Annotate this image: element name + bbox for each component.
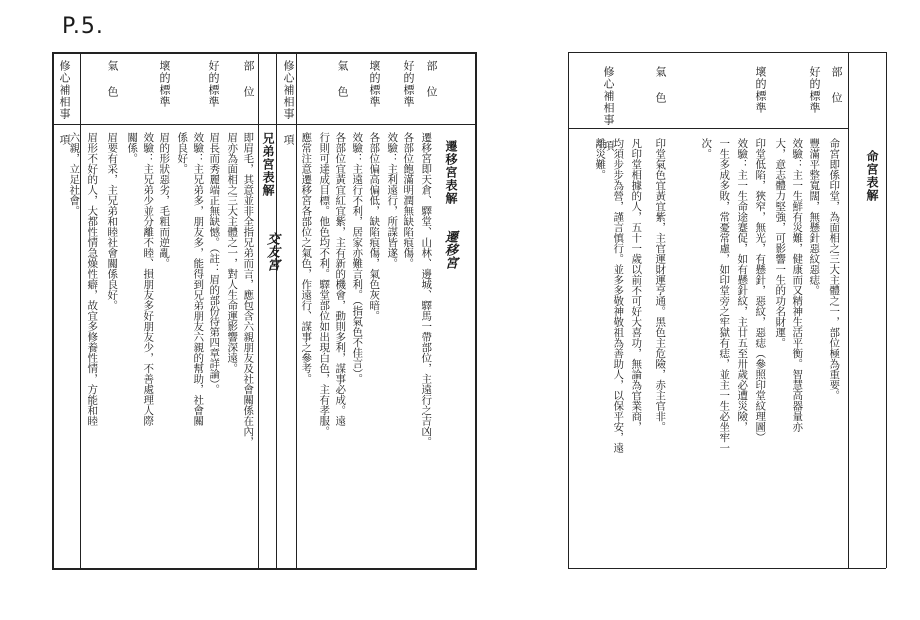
travel-part-text <box>418 132 434 447</box>
siblings-items-2: 六親，立足社會。 <box>68 132 81 216</box>
travel-color-2: 行則可達成目標。他色均不利。驛堂部位如出現白色，主有孝服。 <box>318 132 331 437</box>
career-color-1: 印堂氣色宜黃宜紫，主官運財運亨通。黑色主危險，赤主官非。 <box>654 138 667 432</box>
career-good-3: 大，意志體力堅強，可影響一生的功名財運。 <box>774 138 787 348</box>
siblings-bad-2: 效驗：主兄弟少並分離不睦、損朋友多好朋友少，不善處理人際 <box>142 132 155 426</box>
career-header-good: 好的標準 <box>808 66 821 114</box>
siblings-part-2: 眉亦為面相之三大主體之一，對人生命運影響深遠。 <box>226 132 239 374</box>
siblings-color-1: 眉要有采，主兄弟和睦社會關係良好。 <box>106 132 119 311</box>
siblings-header-items: 修心補相事 項 <box>58 60 71 146</box>
travel-header-color: 氣 色 <box>336 60 349 98</box>
career-items-2: 均須步步為營，謹言慎行。並多多敬神敬祖為善助人，以保平安，遠 <box>612 138 625 453</box>
travel-items-1: 應常注意遷移宮各部位之氣色，作遠行、謀事之參考。 <box>300 132 313 384</box>
career-title: 命宮表解 <box>865 150 879 202</box>
travel-title: 遷移宮表解 <box>444 140 458 205</box>
career-items-3: 離災難。 <box>594 138 607 180</box>
siblings-items-1: 眉形不好的人，大都性情急燥性癖，故宜多修養性情，方能和睦 <box>86 132 99 426</box>
travel-header-bad: 壞的標準 <box>368 60 381 108</box>
siblings-handwritten-note: 交友宮 <box>264 232 279 271</box>
career-good-1: 豐滿平整寬闊，無懸針惡紋惡痣。 <box>808 138 821 296</box>
travel-handwritten-note: 遷移宮 <box>442 230 457 269</box>
career-good-2: 效驗：主一生鮮有災難，健康而又精神生活平衡。智慧高器量亦 <box>791 138 804 432</box>
siblings-good-3: 係良好。 <box>176 132 189 174</box>
siblings-good-1: 眉長而秀麗端正無缺憾。（註：眉的部份待第四章詳論）。 <box>208 132 221 395</box>
career-bad-2: 效驗：主一生命途蹇促，如有懸針紋，主廿五至卅歲必遭災險， <box>736 138 749 432</box>
siblings-header-dept: 部 位 <box>242 60 255 98</box>
career-bad-3: 一生多成多敗，常憂常慮，如印堂旁之牢獄有痣，並主一生必坐牢一 <box>718 138 731 453</box>
career-header-dept: 部 位 <box>830 66 843 104</box>
siblings-header-good: 好的標準 <box>207 60 220 108</box>
siblings-header-color: 氣 色 <box>106 60 119 98</box>
siblings-header-bad: 壞的標準 <box>158 60 171 108</box>
siblings-bad-1: 眉的形狀惡劣，毛粗而逆亂。 <box>158 132 171 269</box>
siblings-title: 兄弟宮表解 <box>261 132 275 197</box>
travel-bad-2: 效驗：主遠行不利，居家亦難言利。（指氣色不佳言）。 <box>351 132 364 384</box>
career-part-1: 命宮即係印堂，為面相之三大主體之一，部位極為重要。 <box>828 138 841 401</box>
travel-part-line: 遷移宮即天倉、驛堂、山林、邊城、驛馬一帶部位，主遠行之吉凶。 <box>420 132 433 447</box>
career-header-color: 氣 色 <box>654 66 667 104</box>
travel-header-good: 好的標準 <box>402 60 415 108</box>
travel-good-2: 效驗：主利遠行，所謀皆遂。 <box>386 132 399 269</box>
travel-bad-1: 各部位偏高偏低，缺陷痕傷，氣色灰暗。 <box>368 132 381 321</box>
career-bad-1: 印堂低陷，狹窄，無光，有懸針，惡紋，惡痣（參照印堂紋理圖） <box>754 138 767 443</box>
siblings-good-2: 效驗：主兄弟多，朋友多，能得到兄弟朋友六親的幫助，社會關 <box>192 132 205 426</box>
travel-color-1: 各部位宜黃宜紅宜紫，主有新的機會，動則多利，謀事必成。遠 <box>334 132 347 426</box>
career-items-1: 凡印堂相據的人，五十一歲以前不可好大喜功，無論為官業商， <box>630 138 643 432</box>
career-header-items: 修心補相事 項 <box>602 66 615 152</box>
siblings-bad-3: 關係。 <box>126 132 139 164</box>
travel-header-dept: 部 位 <box>425 60 438 98</box>
career-bad-4: 次。 <box>700 138 713 159</box>
career-header-bad: 壞的標準 <box>754 66 767 114</box>
siblings-part-1: 即眉毛，其意並非全指兄弟而言，應包含六親朋友及社會關係在內， <box>242 132 255 447</box>
travel-good-1: 各部位飽滿明潤無缺陷痕傷。 <box>402 132 415 269</box>
travel-header-items: 修心補相事 項 <box>282 60 295 146</box>
page-label: P.5. <box>62 14 104 39</box>
